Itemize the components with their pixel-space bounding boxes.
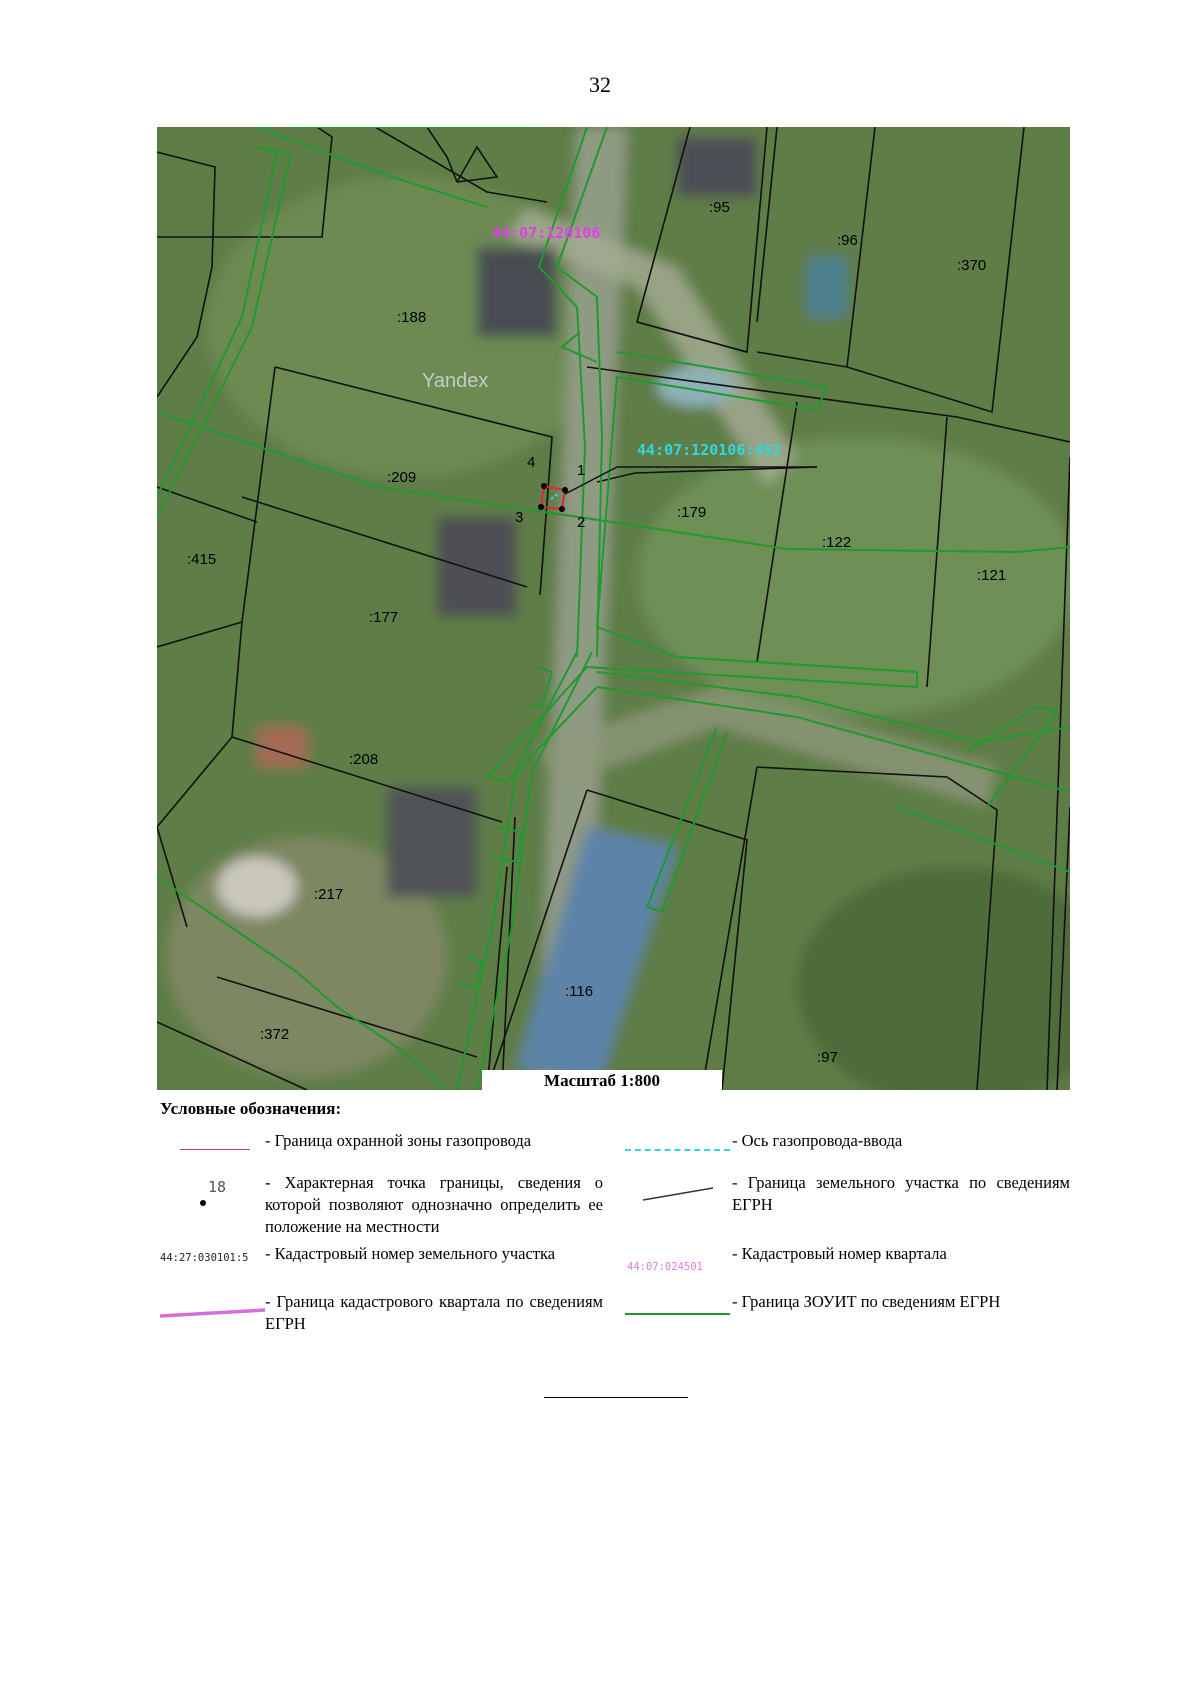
point-label-2: 2	[577, 514, 586, 531]
gas-axis-swatch	[625, 1149, 730, 1151]
quarter-number-label: 44:07:120106	[492, 224, 601, 242]
legend-gas-axis-text: - Ось газопровода-ввода	[732, 1131, 903, 1150]
zouit-boundary-swatch	[625, 1313, 730, 1315]
plot-label-97: :97	[817, 1049, 838, 1066]
plot-label-370: :370	[957, 257, 987, 274]
point-number-sample: 18	[208, 1178, 227, 1196]
map-scale: Масштаб 1:800	[482, 1070, 722, 1092]
plot-label-188: :188	[397, 309, 427, 326]
plot-label-96: :96	[837, 232, 858, 249]
plot-label-372: :372	[260, 1026, 290, 1043]
plot-label-122: :122	[822, 534, 852, 551]
plot-label-208: :208	[349, 751, 379, 768]
plot-label-179: :179	[677, 504, 707, 521]
plot-label-95: :95	[709, 199, 730, 216]
point-label-4: 4	[527, 454, 536, 471]
plot-label-209: :209	[387, 469, 417, 486]
plot-label-177: :177	[369, 609, 399, 626]
footer-rule	[544, 1397, 688, 1398]
plot-label-217: :217	[314, 886, 344, 903]
legend-char-point-text: - Характерная точка границы, сведения о которой позволяют однозначно определить ее положение на местности	[265, 1173, 603, 1236]
quarter-boundary-swatch	[160, 1306, 265, 1318]
point-label-1: 1	[577, 462, 586, 479]
plot-label-116: :116	[565, 983, 594, 1000]
legend-gas-zone-text: - Граница охранной зоны газопровода	[265, 1131, 532, 1150]
cadastral-map	[157, 127, 1070, 1090]
map-watermark: Yandex	[422, 370, 489, 392]
legend-quarter-number-text: - Кадастровый номер квартала	[732, 1244, 947, 1263]
plot-label-121: :121	[977, 567, 1007, 584]
land-boundary-swatch	[643, 1186, 713, 1202]
legend-title: Условные обозначения:	[160, 1099, 342, 1118]
legend-quarter-boundary-text: - Граница кадастрового квартала по сведениям ЕГРН	[265, 1292, 603, 1333]
char-point-symbol	[200, 1200, 206, 1206]
legend-land-boundary-text: - Граница земельного участка по сведениям ЕГРН	[732, 1173, 1070, 1214]
gas-zone-swatch	[180, 1149, 250, 1150]
plot-label-415: :415	[187, 551, 217, 568]
point-label-3: 3	[515, 509, 524, 526]
parcel-number-sample: 44:27:030101:5	[160, 1252, 249, 1264]
page-number: 32	[589, 72, 611, 97]
legend-zouit-boundary-text: - Граница ЗОУИТ по сведениям ЕГРН	[732, 1292, 1001, 1311]
quarter-number-sample: 44:07:024501	[627, 1261, 703, 1273]
parcel-number-label: 44:07:120106:452	[637, 441, 782, 459]
legend-parcel-number-text: - Кадастровый номер земельного участка	[265, 1244, 556, 1263]
